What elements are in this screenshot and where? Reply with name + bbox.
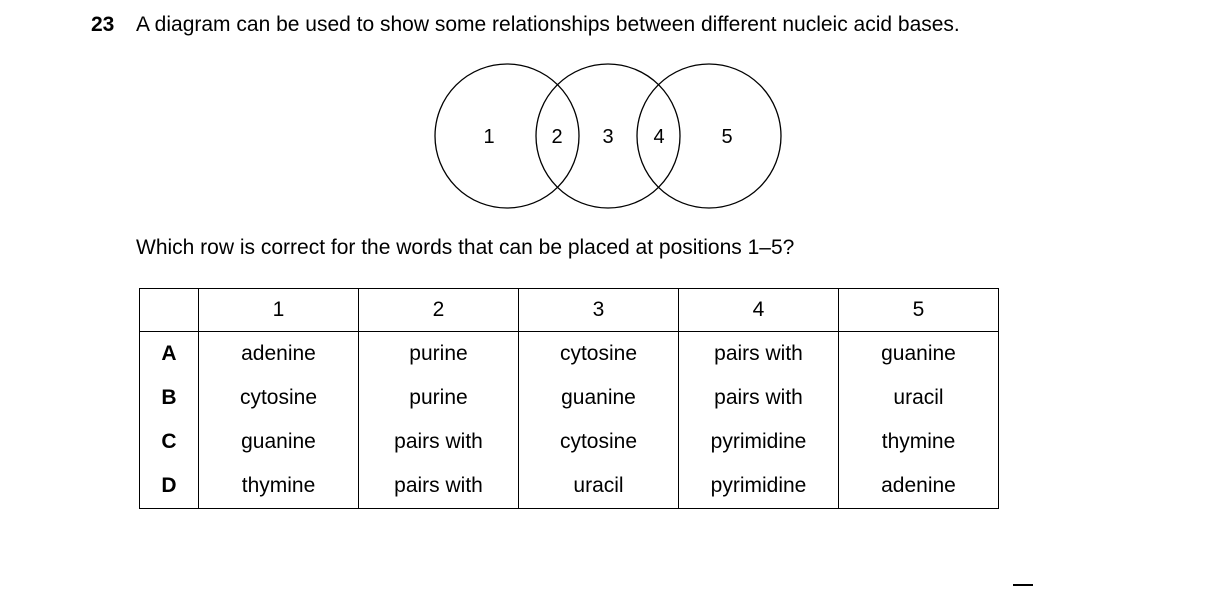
column-header: 2 — [359, 289, 519, 332]
table-cell: pairs with — [359, 420, 519, 464]
table-cell: guanine — [839, 332, 999, 377]
table-cell: uracil — [839, 376, 999, 420]
table-cell: pairs with — [359, 464, 519, 509]
row-label: B — [140, 376, 199, 420]
table-row — [140, 376, 999, 420]
venn-position-5: 5 — [721, 126, 733, 148]
table-cell: thymine — [199, 464, 359, 509]
table-cell: purine — [359, 376, 519, 420]
venn-position-1: 1 — [483, 126, 495, 148]
table-cell: adenine — [839, 464, 999, 509]
table-cell: adenine — [199, 332, 359, 377]
question-prompt: Which row is correct for the words that can be placed at positions 1–5? — [136, 236, 795, 259]
column-header: 5 — [839, 289, 999, 332]
row-label: C — [140, 420, 199, 464]
table-cell: pyrimidine — [679, 464, 839, 509]
column-header: 1 — [199, 289, 359, 332]
row-label: D — [140, 464, 199, 509]
venn-diagram — [420, 55, 800, 225]
question-text: A diagram can be used to show some relationships between different nucleic acid bases. — [136, 13, 960, 36]
table-header-row — [140, 289, 999, 332]
header-blank — [140, 289, 199, 332]
table-cell: cytosine — [199, 376, 359, 420]
table-cell: thymine — [839, 420, 999, 464]
venn-position-4: 4 — [653, 126, 665, 148]
table-row — [140, 464, 999, 509]
table-cell: purine — [359, 332, 519, 377]
table-cell: cytosine — [519, 332, 679, 377]
table-cell: pairs with — [679, 376, 839, 420]
column-header: 3 — [519, 289, 679, 332]
table-cell: cytosine — [519, 420, 679, 464]
table-cell: uracil — [519, 464, 679, 509]
venn-position-3: 3 — [602, 126, 614, 148]
page-edge-mark — [1013, 584, 1033, 592]
question-number: 23 — [91, 13, 115, 36]
table-cell: guanine — [519, 376, 679, 420]
table-row — [140, 332, 999, 377]
answer-table — [139, 288, 999, 509]
table-cell: pyrimidine — [679, 420, 839, 464]
table-cell: guanine — [199, 420, 359, 464]
row-label: A — [140, 332, 199, 377]
table-cell: pairs with — [679, 332, 839, 377]
table-row — [140, 420, 999, 464]
column-header: 4 — [679, 289, 839, 332]
venn-position-2: 2 — [551, 126, 563, 148]
